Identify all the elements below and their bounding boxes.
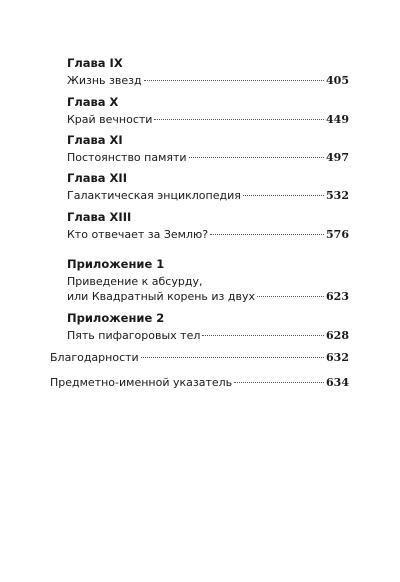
- page-number: 532: [326, 189, 349, 202]
- toc-entry-chapter-10: [67, 95, 349, 127]
- leader-dots: [210, 234, 324, 235]
- entry-title: Галактическая энциклопедия: [67, 189, 241, 202]
- toc-entry-appendix-2: [67, 311, 349, 343]
- toc-entry-appendix-1: [67, 257, 349, 304]
- toc-entry-index: [50, 375, 349, 390]
- page-number: 497: [326, 151, 349, 164]
- leader-dots: [189, 157, 324, 158]
- leader-dots: [144, 80, 324, 81]
- toc-line: [67, 150, 349, 165]
- page-number: 623: [326, 290, 349, 303]
- toc-entry-chapter-11: [67, 133, 349, 165]
- leader-dots: [141, 357, 324, 358]
- chapter-heading: Глава XI: [67, 133, 123, 147]
- chapter-heading: Глава XII: [67, 171, 127, 185]
- leader-dots: [243, 195, 324, 196]
- entry-title: Предметно-именной указатель: [50, 376, 233, 389]
- page-number: 628: [326, 329, 349, 342]
- chapter-heading: Глава IX: [67, 56, 123, 70]
- appendix-heading: Приложение 2: [67, 311, 165, 325]
- entry-title: Край вечности: [67, 113, 153, 126]
- entry-title-line-2: или Квадратный корень из двух: [67, 290, 256, 303]
- toc-line: [67, 289, 349, 304]
- page-number: 449: [326, 113, 349, 126]
- appendix-heading: Приложение 1: [67, 257, 165, 271]
- entry-title: Благодарности: [50, 351, 139, 364]
- toc-line: [50, 350, 349, 365]
- chapter-heading: Глава XIII: [67, 210, 132, 224]
- toc-entry-acknowledgements: [50, 350, 349, 365]
- leader-dots: [202, 335, 324, 336]
- entry-title: Постоянство памяти: [67, 151, 187, 164]
- page-number: 634: [326, 376, 349, 389]
- toc-line: [67, 188, 349, 203]
- entry-title-line-1: Приведение к абсурду,: [67, 275, 203, 288]
- leader-dots: [257, 296, 324, 297]
- leader-dots: [154, 119, 324, 120]
- toc-line: [67, 227, 349, 242]
- toc-line: [67, 73, 349, 88]
- toc-line: [67, 328, 349, 343]
- toc-line: [67, 112, 349, 127]
- entry-title: Жизнь звезд: [67, 74, 142, 87]
- entry-title: Кто отвечает за Землю?: [67, 228, 209, 241]
- toc-entry-chapter-12: [67, 171, 349, 203]
- page-number: 405: [326, 74, 349, 87]
- toc-line: [50, 375, 349, 390]
- entry-title: Пять пифагоровых тел: [67, 329, 201, 342]
- toc-entry-chapter-13: [67, 210, 349, 242]
- page-number: 632: [326, 351, 349, 364]
- toc-entry-chapter-9: [67, 56, 349, 88]
- chapter-heading: Глава X: [67, 95, 119, 109]
- page-number: 576: [326, 228, 349, 241]
- leader-dots: [234, 382, 324, 383]
